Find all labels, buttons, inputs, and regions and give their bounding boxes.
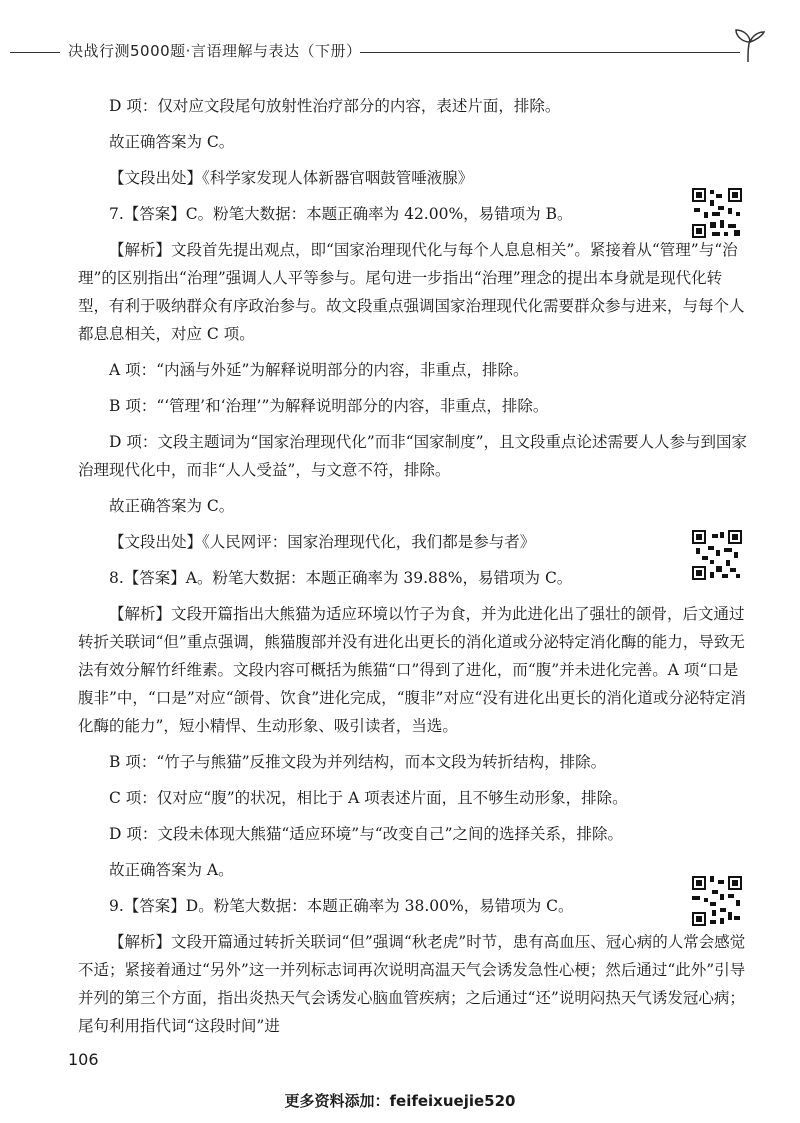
answer-line: 9.【答案】D。粉笔大数据：本题正确率为 38.00%，易错项为 C。 <box>109 897 574 915</box>
header-title: 决战行测5000题·言语理解与表达（下册） <box>68 42 362 60</box>
analysis-paragraph: 【解析】文段首先提出观点，即“国家治理现代化与每个人息息相关”。紧接着从“管理”与“治理”的区别指出“治理”强调人人平等参与。尾句进一步指出“治理”理念的提出本身就是现代化转型，有利于吸纳群众有序政治参与。故文段重点强调国家治理现代化需要群众参与进来，与每个人都息息相关，对应 C 项。 <box>78 241 745 343</box>
header-rule-left <box>10 52 60 53</box>
paragraph: D 项：仅对应文段尾句放射性治疗部分的内容，表述片面，排除。 <box>109 97 561 115</box>
page-body <box>78 92 748 1040</box>
qr-code-icon[interactable] <box>692 530 742 580</box>
paragraph: 故正确答案为 C。 <box>109 133 235 151</box>
answer-line: 8.【答案】A。粉笔大数据：本题正确率为 39.88%，易错项为 C。 <box>109 569 573 587</box>
page-header <box>0 38 800 68</box>
option-analysis: B 项：“‘管理’和‘治理’”为解释说明部分的内容，非重点，排除。 <box>109 397 549 415</box>
option-analysis: D 项：文段未体现大熊猫“适应环境”与“改变自己”之间的选择关系，排除。 <box>109 825 624 843</box>
qr-code-icon[interactable] <box>692 876 742 926</box>
source-citation: 【文段出处】《人民网评：国家治理现代化，我们都是参与者》 <box>109 533 536 551</box>
answer-line: 7.【答案】C。粉笔大数据：本题正确率为 42.00%，易错项为 B。 <box>109 205 573 223</box>
option-analysis: C 项：仅对应“腹”的状况，相比于 A 项表述片面，且不够生动形象，排除。 <box>109 789 628 807</box>
qr-code-icon[interactable] <box>692 188 742 238</box>
option-analysis: A 项：“内涵与外延”为解释说明部分的内容，非重点，排除。 <box>109 361 529 379</box>
option-analysis: D 项：文段主题词为“国家治理现代化”而非“国家制度”，且文段重点论述需要人人参与到国家治理现代化中，而非“人人受益”，与文意不符，排除。 <box>78 433 748 479</box>
paragraph: 故正确答案为 C。 <box>109 497 235 515</box>
analysis-paragraph: 【解析】文段开篇指出大熊猫为适应环境以竹子为食，并为此进化出了强壮的颌骨，后文通过转折关联词“但”重点强调，熊猫腹部并没有进化出更长的消化道或分泌特定消化酶的能力，导致无法有效分解竹纤维素。文段内容可概括为熊猫“口”得到了进化，而“腹”并未进化完善。A 项“口是腹非”中，“口是”对应“颌骨、饮食”进化完成，“腹非”对应“没有进化出更长的消化道或分泌特定消化酶的能力”，短小精悍、生动形象、吸引读者，当选。 <box>78 605 746 735</box>
footer-text: 更多资料添加：feifeixuejie520 <box>284 1092 516 1110</box>
header-rule-right <box>360 52 740 53</box>
option-analysis: B 项：“竹子与熊猫”反推文段为并列结构，而本文段为转折结构，排除。 <box>109 753 607 771</box>
paragraph: 故正确答案为 A。 <box>109 861 234 879</box>
analysis-paragraph: 【解析】文段开篇通过转折关联词“但”强调“秋老虎”时节，患有高血压、冠心病的人常会感觉不适；紧接着通过“另外”这一并列标志词再次说明高温天气会诱发急性心梗；然后通过“此外”引导并列的第三个方面，指出炎热天气会诱发心脑血管疾病；之后通过“还”说明闷热天气诱发冠心病；尾句利用指代词“这段时间”进 <box>78 933 746 1035</box>
sprout-icon <box>728 28 768 64</box>
source-citation: 【文段出处】《科学家发现人体新器官咽鼓管唾液腺》 <box>109 169 474 187</box>
page-number: 106 <box>68 1050 99 1069</box>
